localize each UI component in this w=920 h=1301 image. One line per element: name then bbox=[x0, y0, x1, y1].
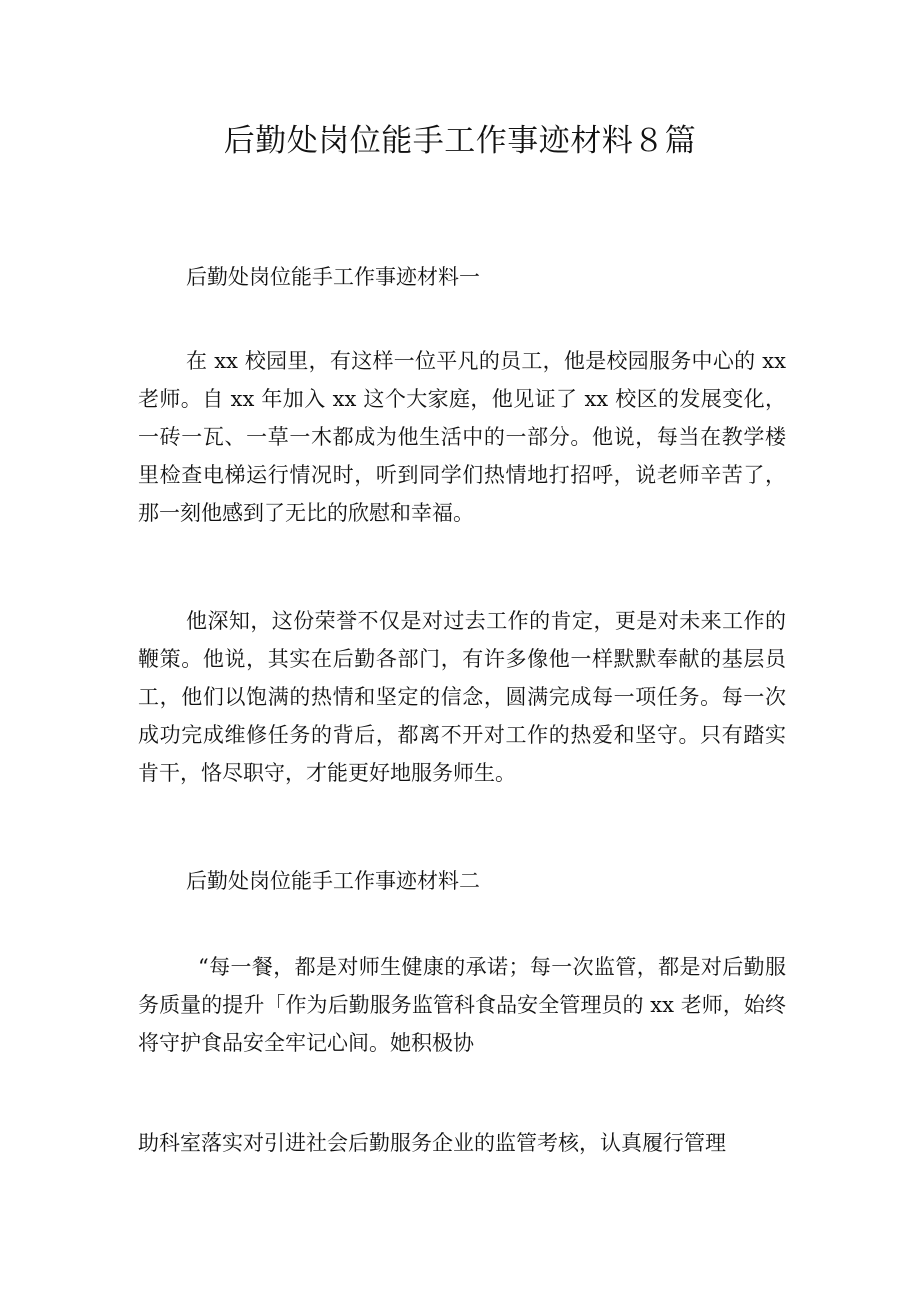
section-2-paragraph-2: 助科室落实对引进社会后勤服务企业的监管考核，认真履行管理 bbox=[138, 1131, 726, 1155]
section-heading-2: 后勤处岗位能手工作事迹材料二 bbox=[186, 869, 480, 893]
section-2-paragraph-1: “每一餐，都是对师生健康的承诺；每一次监管，都是对后勤服务质量的提升「作为后勤服务监管科食品安全管理员的 xx 老师，始终将守护食品安全牢记心间。她积极协 bbox=[138, 955, 786, 1055]
document-title: 后勤处岗位能手工作事迹材料８篇 bbox=[223, 123, 697, 159]
section-1-paragraph-1: 在 xx 校园里，有这样一位平凡的员工，他是校园服务中心的 xx 老师。自 xx 年加入 xx 这个大家庭，他见证了 xx 校区的发展变化，一砖一瓦、一草一木都成为他生活中的一部分。他说，每当在教学楼里检查电梯运行情况时，听到同学们热情地打招呼，说老师辛苦了，那一刻他感到了无比的欣慰和幸福。 bbox=[138, 349, 786, 525]
section-heading-1: 后勤处岗位能手工作事迹材料一 bbox=[186, 265, 480, 289]
section-1-paragraph-2: 他深知，这份荣誉不仅是对过去工作的肯定，更是对未来工作的鞭策。他说，其实在后勤各部门，有许多像他一样默默奉献的基层员工，他们以饱满的热情和坚定的信念，圆满完成每一项任务。每一次成功完成维修任务的背后，都离不开对工作的热爱和坚守。只有踏实肯干，恪尽职守，才能更好地服务师生。 bbox=[138, 609, 786, 785]
